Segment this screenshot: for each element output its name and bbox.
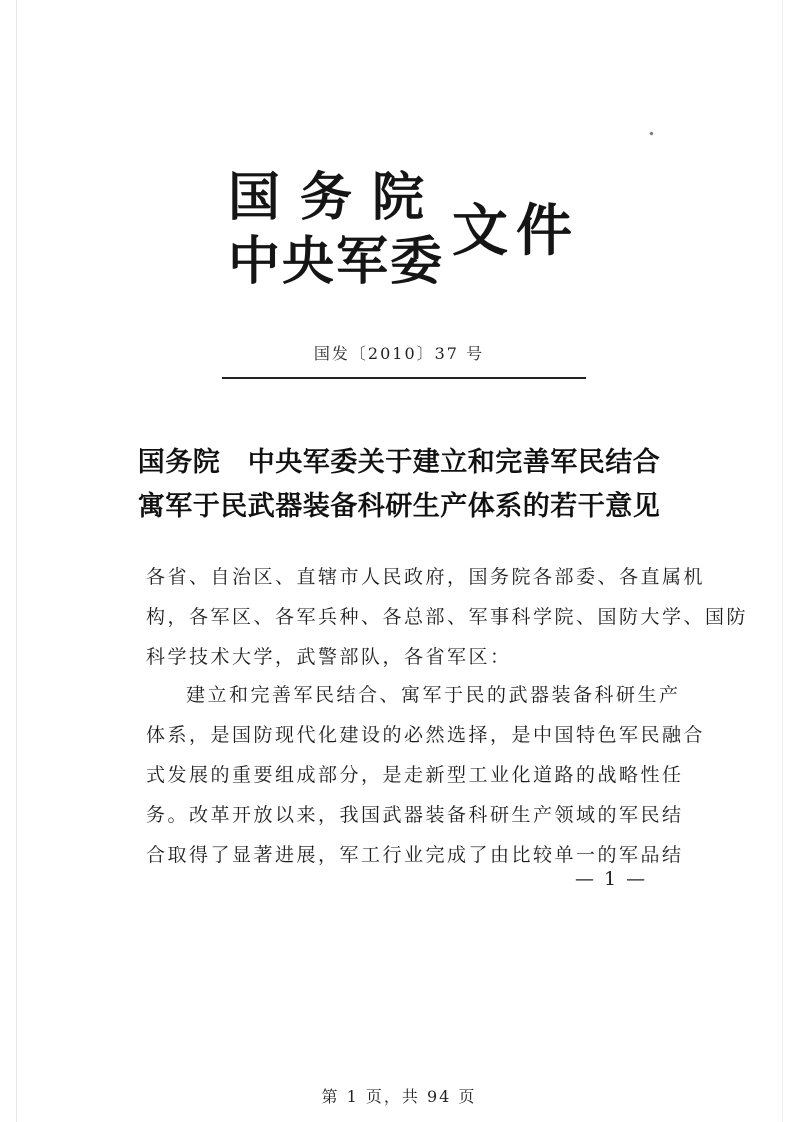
scan-edge-left: [16, 0, 17, 1122]
issuer-central-military-commission: 中央军委: [228, 232, 445, 292]
document-number: 国发〔2010〕37 号: [313, 344, 485, 363]
addressees-block: [146, 557, 749, 677]
paragraph-line: 务。改革开放以来，我国武器装备科研生产领域的军民结: [146, 804, 684, 826]
addressees-line: 各省、自治区、直辖市人民政府，国务院各部委、各直属机: [146, 566, 706, 588]
paragraph-line: 建立和完善军民结合、寓军于民的武器装备科研生产: [186, 684, 681, 706]
body-paragraph-1: [146, 675, 706, 875]
document-type-label: 文件: [452, 199, 580, 264]
paragraph-line: 式发展的重要组成部分，是走新型工业化道路的战略性任: [146, 764, 684, 786]
issuer-state-council: 国务院: [228, 168, 445, 228]
page-number-marker: — 1 —: [575, 868, 648, 890]
header-divider: [222, 377, 586, 379]
scan-speck: [649, 131, 653, 135]
paragraph-line: 合取得了显著进展，军工行业完成了由比较单一的军品结: [146, 844, 684, 866]
document-title-line-2: 寓军于民武器装备科研生产体系的若干意见: [137, 491, 661, 522]
paragraph-line: 体系，是国防现代化建设的必然选择，是中国特色军民融合: [146, 724, 706, 746]
addressees-line: 科学技术大学，武警部队，各省军区：: [146, 646, 512, 668]
addressees-line: 构，各军区、各军兵种、各总部、军事科学院、国防大学、国防: [146, 606, 749, 628]
document-title-line-1: 国务院 中央军委关于建立和完善军民结合: [137, 447, 661, 478]
page-footer: 第 1 页，共 94 页: [321, 1087, 477, 1106]
document-header: [228, 168, 608, 298]
scan-edge-right: [782, 0, 783, 1122]
